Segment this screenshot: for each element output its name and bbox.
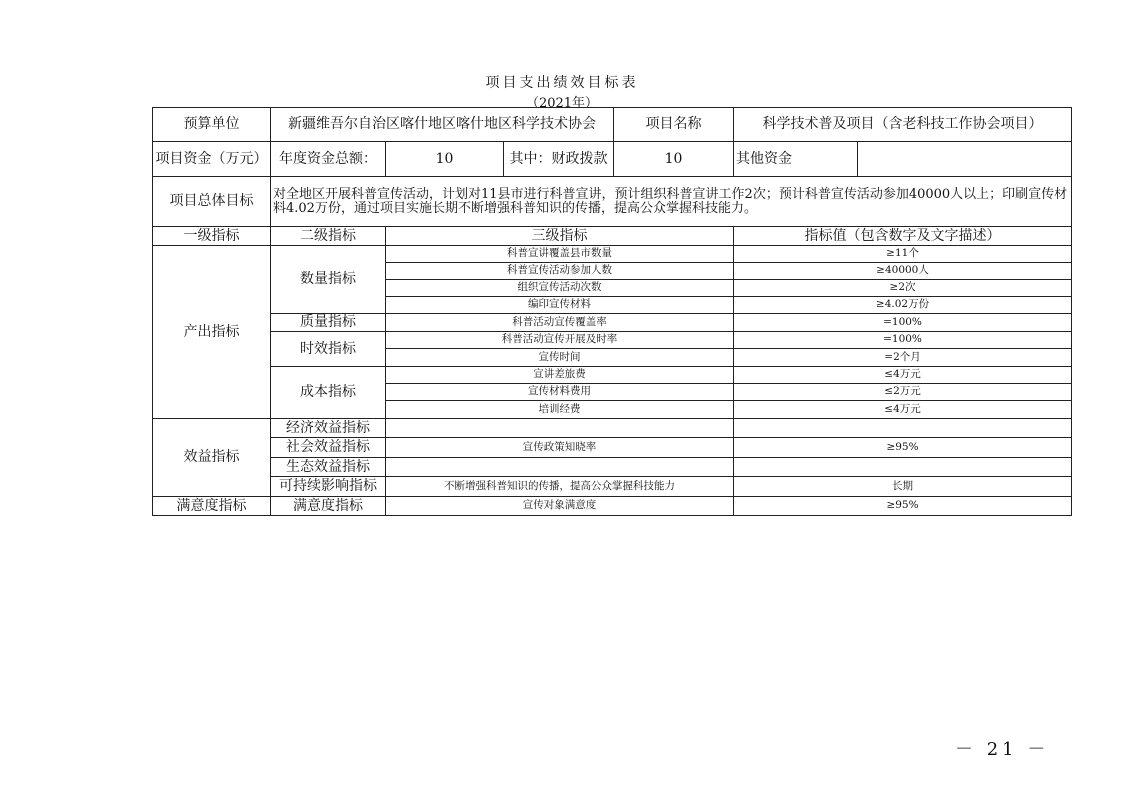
satisfaction-label: 满意度指标 <box>153 497 271 516</box>
col-level3: 三级指标 <box>386 227 734 246</box>
fiscal-value: 10 <box>614 142 734 177</box>
funds-label: 项目资金（万元） <box>153 142 271 177</box>
indicator-name: 宣传政策知晓率 <box>386 438 734 458</box>
indicator-value: =100% <box>734 314 1072 332</box>
cost-label: 成本指标 <box>271 367 386 419</box>
other-funds-label: 其他资金 <box>734 142 858 177</box>
indicator-name: 组织宣传活动次数 <box>386 280 734 297</box>
performance-table <box>152 107 1072 516</box>
satisfaction-sub-label: 满意度指标 <box>271 497 386 516</box>
annual-total-label: 年度资金总额： <box>271 142 386 177</box>
quantity-label: 数量指标 <box>271 246 386 314</box>
fiscal-label: 其中：财政拨款 <box>504 142 614 177</box>
indicator-value: =100% <box>734 332 1072 349</box>
budget-unit-value: 新疆维吾尔自治区喀什地区喀什地区科学技术协会 <box>271 108 614 142</box>
indicator-name <box>386 419 734 438</box>
project-name-label: 项目名称 <box>614 108 734 142</box>
project-name-value: 科学技术普及项目（含老科技工作协会项目） <box>734 108 1072 142</box>
eco-benefit-label: 生态效益指标 <box>271 458 386 477</box>
timeliness-label: 时效指标 <box>271 332 386 367</box>
overall-goal-label: 项目总体目标 <box>153 177 271 227</box>
social-benefit-label: 社会效益指标 <box>271 438 386 458</box>
indicator-value: ≤2万元 <box>734 384 1072 401</box>
indicator-value: ≤4万元 <box>734 367 1072 384</box>
table-title: 项目支出绩效目标表 <box>485 75 639 91</box>
col-value: 指标值（包含数字及文字描述） <box>734 227 1072 246</box>
overall-goal-text: 对全地区开展科普宣传活动，计划对11县市进行科普宣讲，预计组织科普宣讲工作2次；预计科普宣传活动参加40000人以上；印刷宣传材料4.02万份，通过项目实施长期不断增强科普知识的传播，提高公众掌握科技能力。 <box>271 177 1072 227</box>
page-number: － 21 － <box>955 739 1050 760</box>
indicator-name <box>386 458 734 477</box>
indicator-value: ≥11个 <box>734 246 1072 263</box>
annual-total-value: 10 <box>386 142 504 177</box>
indicator-name: 科普宣讲覆盖县市数量 <box>386 246 734 263</box>
indicator-value: ≥95% <box>734 497 1072 516</box>
indicator-name: 不断增强科普知识的传播，提高公众掌握科技能力 <box>386 477 734 497</box>
budget-unit-label: 预算单位 <box>153 108 271 142</box>
indicator-value: 长期 <box>734 477 1072 497</box>
indicator-name: 宣传对象满意度 <box>386 497 734 516</box>
indicator-value: ≥40000人 <box>734 263 1072 280</box>
indicator-value: ≥95% <box>734 438 1072 458</box>
quality-label: 质量指标 <box>271 314 386 332</box>
other-funds-value <box>858 142 1072 177</box>
indicator-name: 科普活动宣传开展及时率 <box>386 332 734 349</box>
indicator-value: ≤4万元 <box>734 401 1072 419</box>
indicator-value <box>734 419 1072 438</box>
indicator-value: ≥2次 <box>734 280 1072 297</box>
output-label: 产出指标 <box>153 246 271 419</box>
benefit-label: 效益指标 <box>153 419 271 497</box>
col-level2: 二级指标 <box>271 227 386 246</box>
indicator-name: 编印宣传材料 <box>386 297 734 314</box>
indicator-value: =2个月 <box>734 349 1072 367</box>
col-level1: 一级指标 <box>153 227 271 246</box>
indicator-name: 科普活动宣传覆盖率 <box>386 314 734 332</box>
indicator-value <box>734 458 1072 477</box>
indicator-name: 科普宣传活动参加人数 <box>386 263 734 280</box>
indicator-name: 宣传材料费用 <box>386 384 734 401</box>
indicator-value: ≥4.02万份 <box>734 297 1072 314</box>
indicator-name: 培训经费 <box>386 401 734 419</box>
indicator-name: 宣传时间 <box>386 349 734 367</box>
indicator-name: 宣讲差旅费 <box>386 367 734 384</box>
sustainable-impact-label: 可持续影响指标 <box>271 477 386 497</box>
economic-benefit-label: 经济效益指标 <box>271 419 386 438</box>
table-year: （2021年） <box>525 96 599 111</box>
